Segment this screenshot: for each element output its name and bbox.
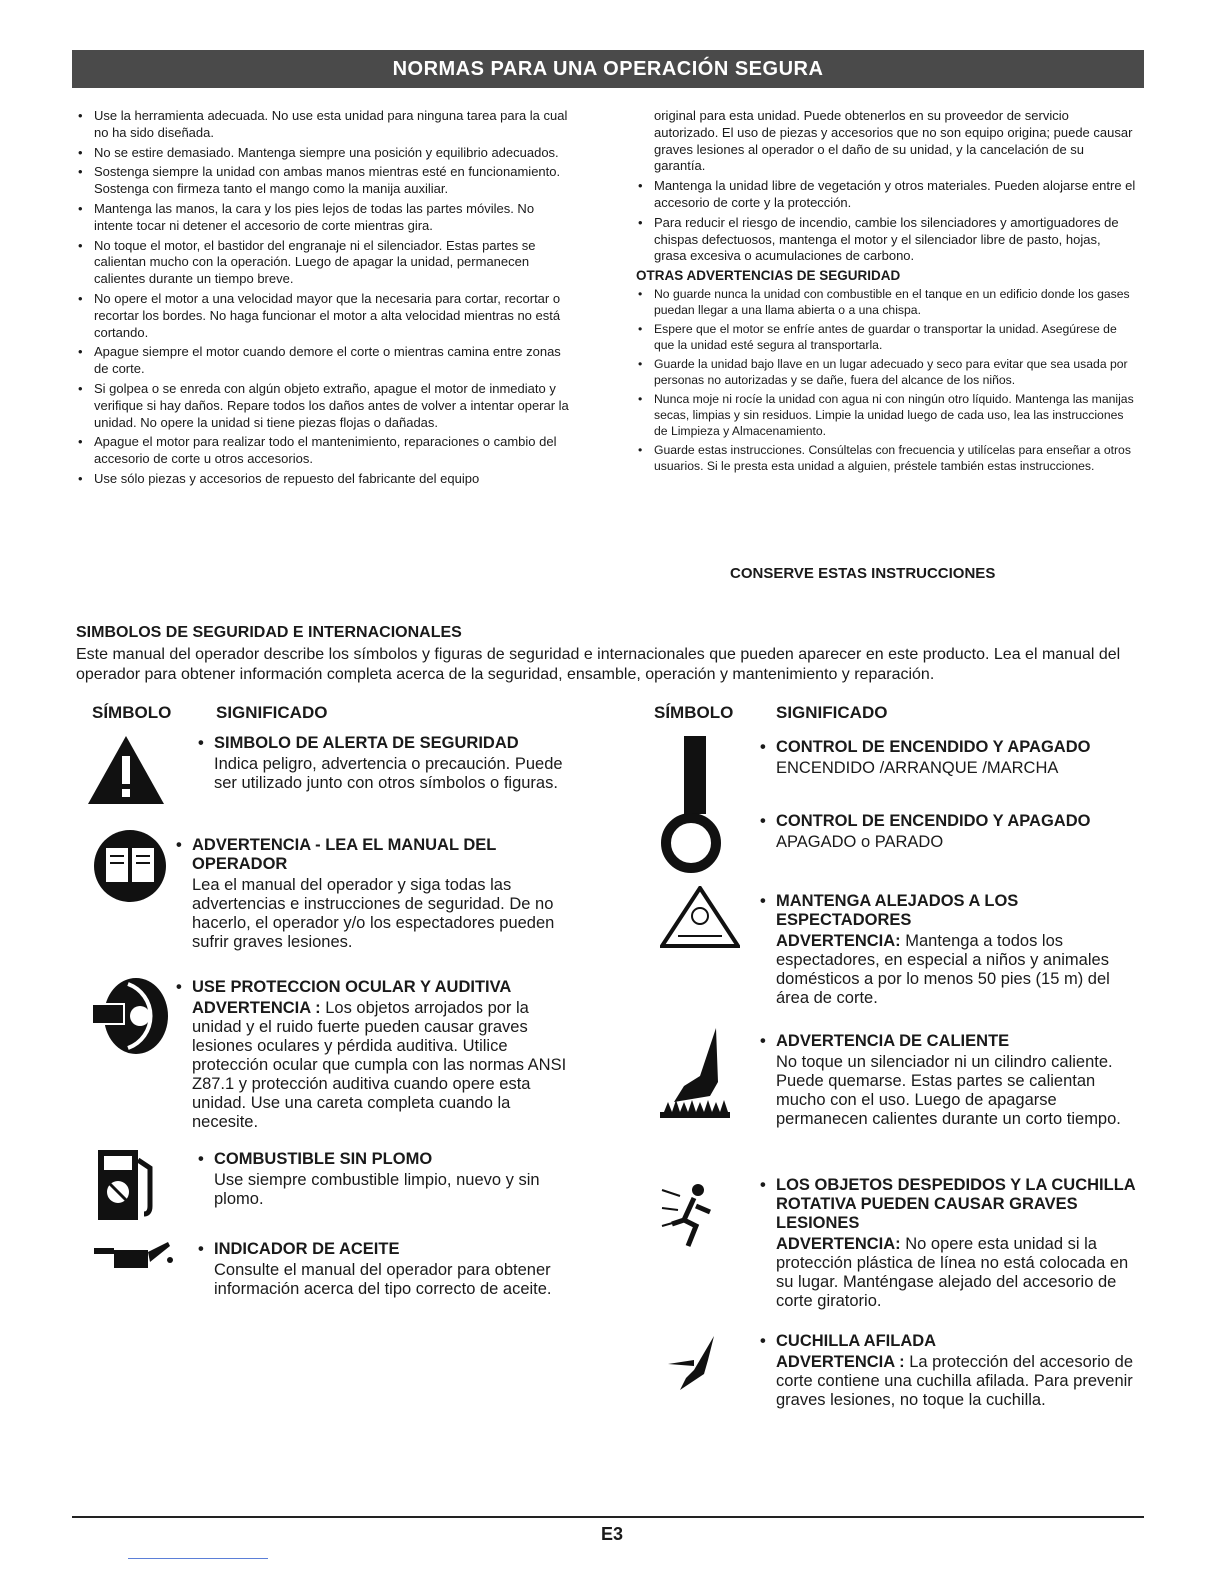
manual-book-icon	[92, 828, 168, 904]
right-rules-column	[636, 108, 1136, 477]
rule-item: • Mantenga las manos, la cara y los pies lejos de todas las partes móviles. No intente tocar ni detener el accesorio de corte mientras gira.	[76, 201, 576, 235]
symbol-desc: Mantenga a todos los espectadores, en especial a niños y animales domésticos a por lo menos 50 pies (15 m) del área de corte.	[776, 932, 1110, 1007]
symbol-title: • COMBUSTIBLE SIN PLOMO	[198, 1150, 578, 1169]
on-bar-icon	[684, 736, 708, 816]
thrown-objects-icon	[660, 1176, 716, 1252]
right-rules-list	[636, 178, 1136, 265]
symbol-entry-bystanders	[760, 892, 1140, 1008]
symbol-warning-label: ADVERTENCIA :	[192, 999, 321, 1017]
rule-item: • No guarde nunca la unidad con combustible en el tanque en un edificio donde los gases puedan llegar a una llama abierta o a una chispa.	[636, 286, 1136, 318]
symbol-desc: APAGADO o PARADO	[776, 833, 944, 851]
rule-item: • No opere el motor a una velocidad mayor que la necesaria para cortar, recortar o recortar los bordes. No haga funcionar el motor a alta velocidad mientras no está cortando.	[76, 291, 576, 341]
left-symbol-header: SÍMBOLO	[92, 703, 172, 722]
rule-item: • Nunca moje ni rocíe la unidad con agua ni con ningún otro líquido. Mantenga las manijas secas, limpias y sin residuos. Limpie la unidad luego de cada uso, lea las instrucciones de Limpieza y Almacenamiento.	[636, 391, 1136, 439]
symbol-desc: Consulte el manual del operador para obtener información acerca del tipo correcto de aceite.	[214, 1261, 552, 1298]
symbol-entry-sharp-blade	[760, 1332, 1140, 1410]
symbol-title: • INDICADOR DE ACEITE	[198, 1240, 578, 1259]
symbol-title: • SIMBOLO DE ALERTA DE SEGURIDAD	[198, 734, 578, 753]
symbol-title: • LOS OBJETOS DESPEDIDOS Y LA CUCHILLA ROTATIVA PUEDEN CAUSAR GRAVES LESIONES	[760, 1176, 1140, 1233]
other-warnings-list	[636, 286, 1136, 474]
symbol-entry-eye-ear	[176, 978, 576, 1132]
symbol-title: • CONTROL DE ENCENDIDO Y APAGADO	[760, 738, 1140, 757]
symbol-title: • CONTROL DE ENCENDIDO Y APAGADO	[760, 812, 1140, 831]
warning-triangle-icon	[86, 734, 166, 806]
rule-item: • Para reducir el riesgo de incendio, cambie los silenciadores y amortiguadores de chispas defectuosos, mantenga el motor y el silenciador libre de pasto, hojas, grasa excesiva o acumulaciones de carbono.	[636, 215, 1136, 265]
rule-item: • No toque el motor, el bastidor del engranaje ni el silenciador. Estas partes se calientan mucho con la operación. Luego de apagar la unidad, permanecen calientes durante un tiempo breve.	[76, 238, 576, 288]
symbol-desc: Lea el manual del operador y siga todas las advertencias e instrucciones de seguridad. De no hacerlo, el operador y/o los espectadores pueden sufrir graves lesiones.	[192, 876, 555, 951]
symbol-desc: Indica peligro, advertencia o precaución. Puede ser utilizado junto con otros símbolos o figuras.	[214, 755, 563, 792]
section-banner: NORMAS PARA UNA OPERACIÓN SEGURA	[72, 50, 1144, 88]
symbols-intro: Este manual del operador describe los símbolos y figuras de seguridad e internacionales que pueden aparecer en este producto. Lea el manual del operador para obtener información completa acerca de la seguridad, ensamble, operación y mantenimiento y reparación.	[76, 646, 1121, 683]
symbol-entry-safety-alert	[198, 734, 578, 793]
rule-item: • Guarde estas instrucciones. Consúltelas con frecuencia y utilícelas para enseñar a otros usuarios. Si le presta esta unidad a alguien, préstele también estas instrucciones.	[636, 442, 1136, 474]
footer-divider	[72, 1516, 1144, 1518]
eye-ear-protection-icon	[88, 974, 172, 1058]
symbol-entry-unleaded-fuel	[198, 1150, 578, 1209]
symbol-warning-label: ADVERTENCIA:	[776, 932, 901, 950]
left-rules-list	[76, 108, 576, 488]
symbol-warning-label: ADVERTENCIA:	[776, 1235, 901, 1253]
symbol-warning-label: ADVERTENCIA :	[776, 1353, 905, 1371]
symbol-title: • ADVERTENCIA DE CALIENTE	[760, 1032, 1140, 1051]
symbol-desc: Los objetos arrojados por la unidad y el ruido fuerte pueden causar graves lesiones oculares y pérdida auditiva. Utilice protección ocular que cumpla con las normas ANSI Z87.1 y protección auditiva cuando opere esta unidad. Use una careta completa cuando la necesite.	[192, 999, 567, 1131]
page-number: E3	[600, 1524, 624, 1544]
symbol-entry-oil-indicator	[198, 1240, 578, 1299]
right-symbol-header: SÍMBOLO	[654, 703, 734, 722]
rule-item: • Si golpea o se enreda con algún objeto extraño, apague el motor de inmediato y verifique si hay daños. Repare todos los daños antes de volver a intentar operar la unidad. No opere la unidad si tiene piezas flojas o dañadas.	[76, 381, 576, 431]
symbol-title: • MANTENGA ALEJADOS A LOS ESPECTADORES	[760, 892, 1140, 930]
sharp-blade-icon	[664, 1334, 728, 1392]
rule-item: • Espere que el motor se enfríe antes de guardar o transportar la unidad. Asegúrese de que la unidad esté segura al transportarla.	[636, 321, 1136, 353]
rule-item: • Use sólo piezas y accesorios de repuesto del fabricante del equipo	[76, 471, 576, 488]
symbol-desc: No toque un silenciador ni un cilindro caliente. Puede quemarse. Estas partes se calientan mucho con el uso. Luego de apagarse permanecen calientes durante un corto tiempo.	[776, 1053, 1121, 1128]
symbol-title: • USE PROTECCION OCULAR Y AUDITIVA	[176, 978, 576, 997]
other-warnings-title: OTRAS ADVERTENCIAS DE SEGURIDAD	[636, 268, 901, 284]
keep-instructions-heading: CONSERVE ESTAS INSTRUCCIONES	[730, 565, 996, 582]
rule-item: • Mantenga la unidad libre de vegetación y otros materiales. Pueden alojarse entre el accesorio de corte y la protección.	[636, 178, 1136, 212]
left-meaning-header: SIGNIFICADO	[216, 703, 328, 722]
symbol-title: • ADVERTENCIA - LEA EL MANUAL DEL OPERADOR	[176, 836, 576, 874]
continued-text: original para esta unidad. Puede obtenerlos en su proveedor de servicio autorizado. El uso de piezas y accesorios que no son equipo origina; puede causar graves lesiones al operador o el daño de su unidad, y la cancelación de su garantía.	[654, 108, 1133, 174]
symbol-title: • CUCHILLA AFILADA	[760, 1332, 1140, 1351]
rule-item: • Sostenga siempre la unidad con ambas manos mientras esté en funcionamiento. Sostenga con firmeza tanto el mango como la manija auxiliar.	[76, 164, 576, 198]
symbol-desc: No opere esta unidad si la protección plástica de línea no está colocada en su lugar. Manténgase alejado del accesorio de corte giratorio.	[776, 1235, 1129, 1310]
left-rules-column	[76, 108, 576, 491]
symbol-desc: Use siempre combustible limpio, nuevo y sin plomo.	[214, 1171, 540, 1208]
fuel-pump-icon	[94, 1146, 164, 1222]
rule-item: • Use la herramienta adecuada. No use esta unidad para ninguna tarea para la cual no ha sido diseñada.	[76, 108, 576, 142]
symbol-entry-thrown-objects	[760, 1176, 1140, 1311]
off-circle-icon	[660, 812, 722, 874]
symbol-entry-hot-surface	[760, 1032, 1140, 1129]
rule-item: • Apague el motor para realizar todo el mantenimiento, reparaciones o cambio del accesorio de corte u otros accesorios.	[76, 434, 576, 468]
rule-item: • Guarde la unidad bajo llave en un lugar adecuado y seco para evitar que sea usada por personas no autorizadas y se dañe, fuera del alcance de los niños.	[636, 356, 1136, 388]
symbol-desc: ENCENDIDO /ARRANQUE /MARCHA	[776, 759, 1059, 777]
right-meaning-header: SIGNIFICADO	[776, 703, 888, 722]
rule-item: • Apague siempre el motor cuando demore el corte o mientras camina entre zonas de corte.	[76, 344, 576, 378]
symbol-entry-read-manual	[176, 836, 576, 952]
rule-item: • No se estire demasiado. Mantenga siempre una posición y equilibrio adecuados.	[76, 145, 576, 162]
symbol-desc: La protección del accesorio de corte contiene una cuchilla afilada. Para prevenir graves lesiones, no toque la cuchilla.	[776, 1353, 1134, 1409]
underline-mark	[128, 1558, 268, 1559]
symbols-title: SIMBOLOS DE SEGURIDAD E INTERNACIONALES	[76, 624, 462, 641]
symbol-entry-on-control	[760, 738, 1140, 778]
hot-surface-icon	[660, 1026, 730, 1130]
oil-can-icon	[92, 1238, 174, 1274]
symbol-entry-off-control	[760, 812, 1140, 852]
bystanders-triangle-icon	[660, 886, 740, 948]
